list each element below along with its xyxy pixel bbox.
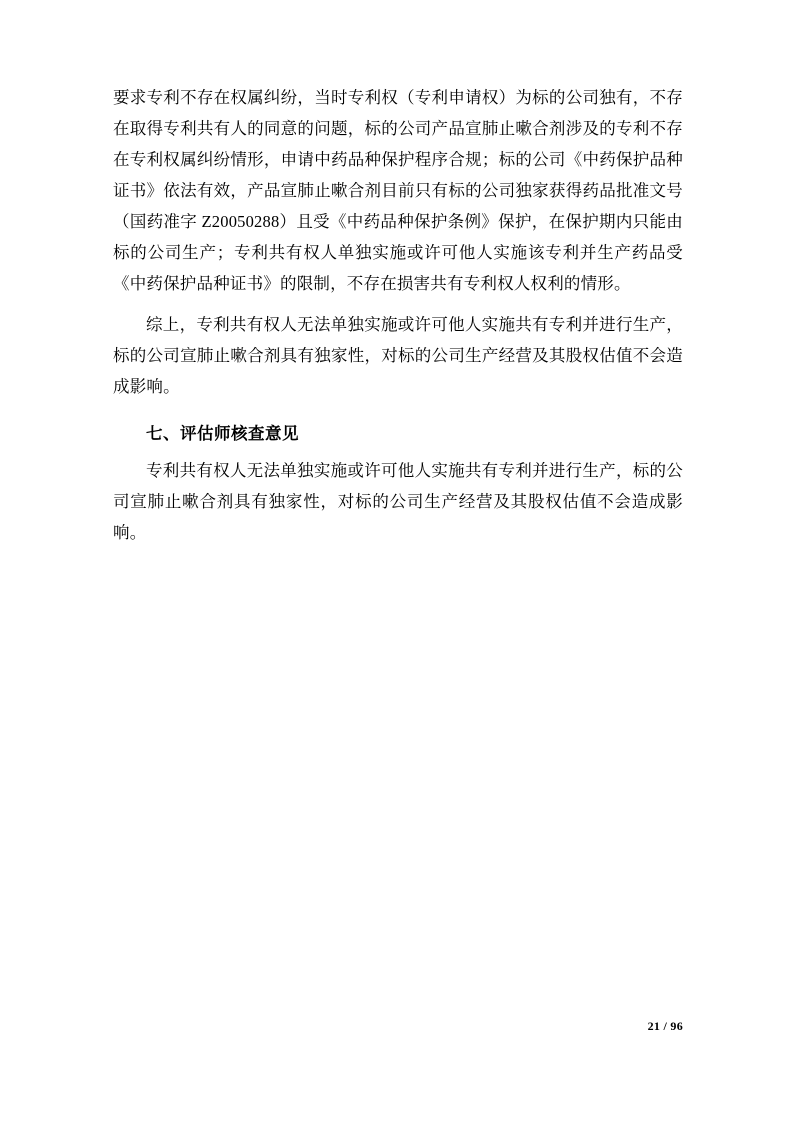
body-paragraph-3: 专利共有权人无法单独实施或许可他人实施共有专利并进行生产，标的公司宣肺止嗽合剂具有独家性，对标的公司生产经营及其股权估值不会造成影响。 — [113, 461, 683, 542]
section-heading: 七、评估师核查意见 — [146, 424, 299, 443]
body-paragraph-2: 综上，专利共有权人无法单独实施或许可他人实施共有专利并进行生产，标的公司宣肺止嗽合剂具有独家性，对标的公司生产经营及其股权估值不会造成影响。 — [113, 315, 683, 396]
body-paragraph-1: 要求专利不存在权属纠纷，当时专利权（专利申请权）为标的公司独有，不存在取得专利共有人的同意的问题，标的公司产品宣肺止嗽合剂涉及的专利不存在专利权属纠纷情形，申请中药品种保护程序合规；标的公司《中药保护品种证书》依法有效，产品宣肺止嗽合剂目前只有标的公司独家获得药品批准文号（国药准字 Z20050288）且受《中药品种保护条例》保护，在保护期内只能由标的公司生产；专利共有权人单独实施或许可他人实施该专利并生产药品受《中药保护品种证书》的限制，不存在损害共有专利权人权利的情形。 — [113, 88, 683, 293]
page-content — [113, 82, 683, 548]
page-number: 21 / 96 — [647, 1019, 683, 1033]
